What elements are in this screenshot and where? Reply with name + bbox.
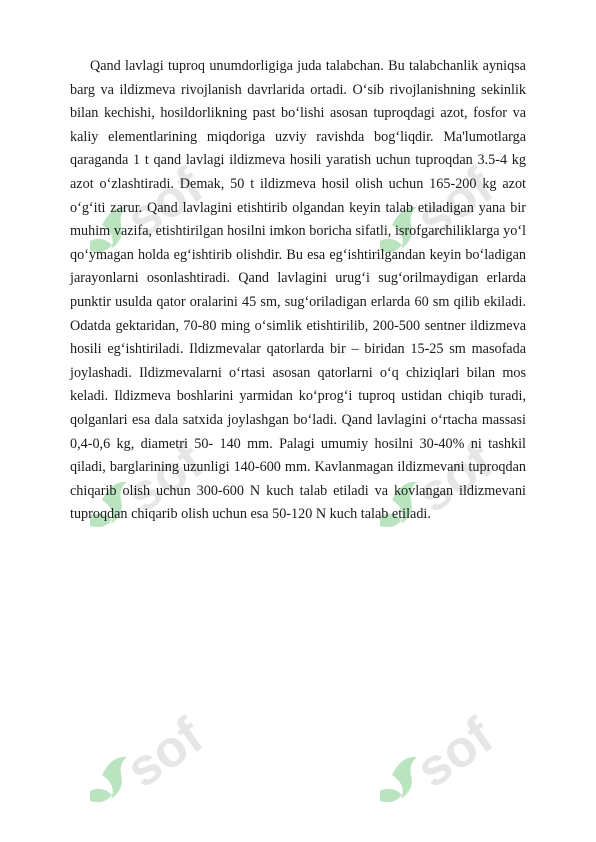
sof-logo-watermark xyxy=(80,705,230,815)
watermark-text: sof xyxy=(406,431,504,525)
watermark-text: sof xyxy=(116,156,214,250)
watermark-text: sof xyxy=(116,706,214,800)
watermark-text: sof xyxy=(406,706,504,800)
watermark-text: sof xyxy=(406,156,504,250)
watermark-text: sof xyxy=(116,431,214,525)
body-paragraph: Qand lavlagi tuproq unumdorligiga juda talabchan. Bu talabchanlik ayniqsa barg va ildizmeva rivojlanish davrlarida ortadi. O‘sib rivojlanishning sekinlik bilan kechishi, hosildorlikning past bo‘lishi asosan tuproqdagi azot, fosfor va kaliy elementlarining miqdoriga uzviy ravishda bog‘liqdir. Ma'lumotlarga qaraganda 1 t qand lavlagi ildizmeva hosili yaratish uchun tuproqdan 3.5-4 kg azot o‘zlashtiradi. Demak, 50 t ildizmeva hosil olish uchun 165-200 kg azot o‘g‘iti zarur. Qand lavlagini etishtirib olgandan keyin talab etiladigan yana bir muhim vazifa, etishtirilgan hosilni imkon boricha sifatli, isrofgarchiliklarga yo‘l qo‘ymagan holda eg‘ishtirib olishdir. Bu esa eg‘ishtirilgandan keyin bo‘ladigan jarayonlarni osonlashtiradi. Qand lavlagini urug‘i sug‘orilmaydigan erlarda punktir usulda qator oralarini 45 sm, sug‘oriladigan erlarda 60 sm qilib ekiladi. Odatda gektaridan, 70-80 ming o‘simlik etishtirilib, 200-500 sentner ildizmeva hosili eg‘ishtiriladi. Ildizmevalar qatorlarda bir – biridan 15-25 sm masofada joylashadi. Ildizmevalarni o‘rtasi asosan qatorlarni o‘q chiziqlari bilan mos keladi. Ildizmeva boshlarini yarmidan ko‘prog‘i tuproq ustidan chiqib turadi, qolganlari esa dala satxida joylashgan bo‘ladi. Qand lavlagini o‘rtacha massasi 0,4-0,6 kg, diametri 50- 140 mm. Palagi umumiy hosilni 30-40% ni tashkil qiladi, barglarining uzunligi 140-600 mm. Kavlanmagan ildizmevani tuproqdan chiqarib olish uchun 300-600 N kuch talab etiladi va kovlangan ildizmevani tuproqdan chiqarib olish uchun esa 50-120 N kuch talab etiladi. xyxy=(70,58,526,523)
body-text xyxy=(70,55,526,527)
sof-logo-watermark xyxy=(370,705,520,815)
